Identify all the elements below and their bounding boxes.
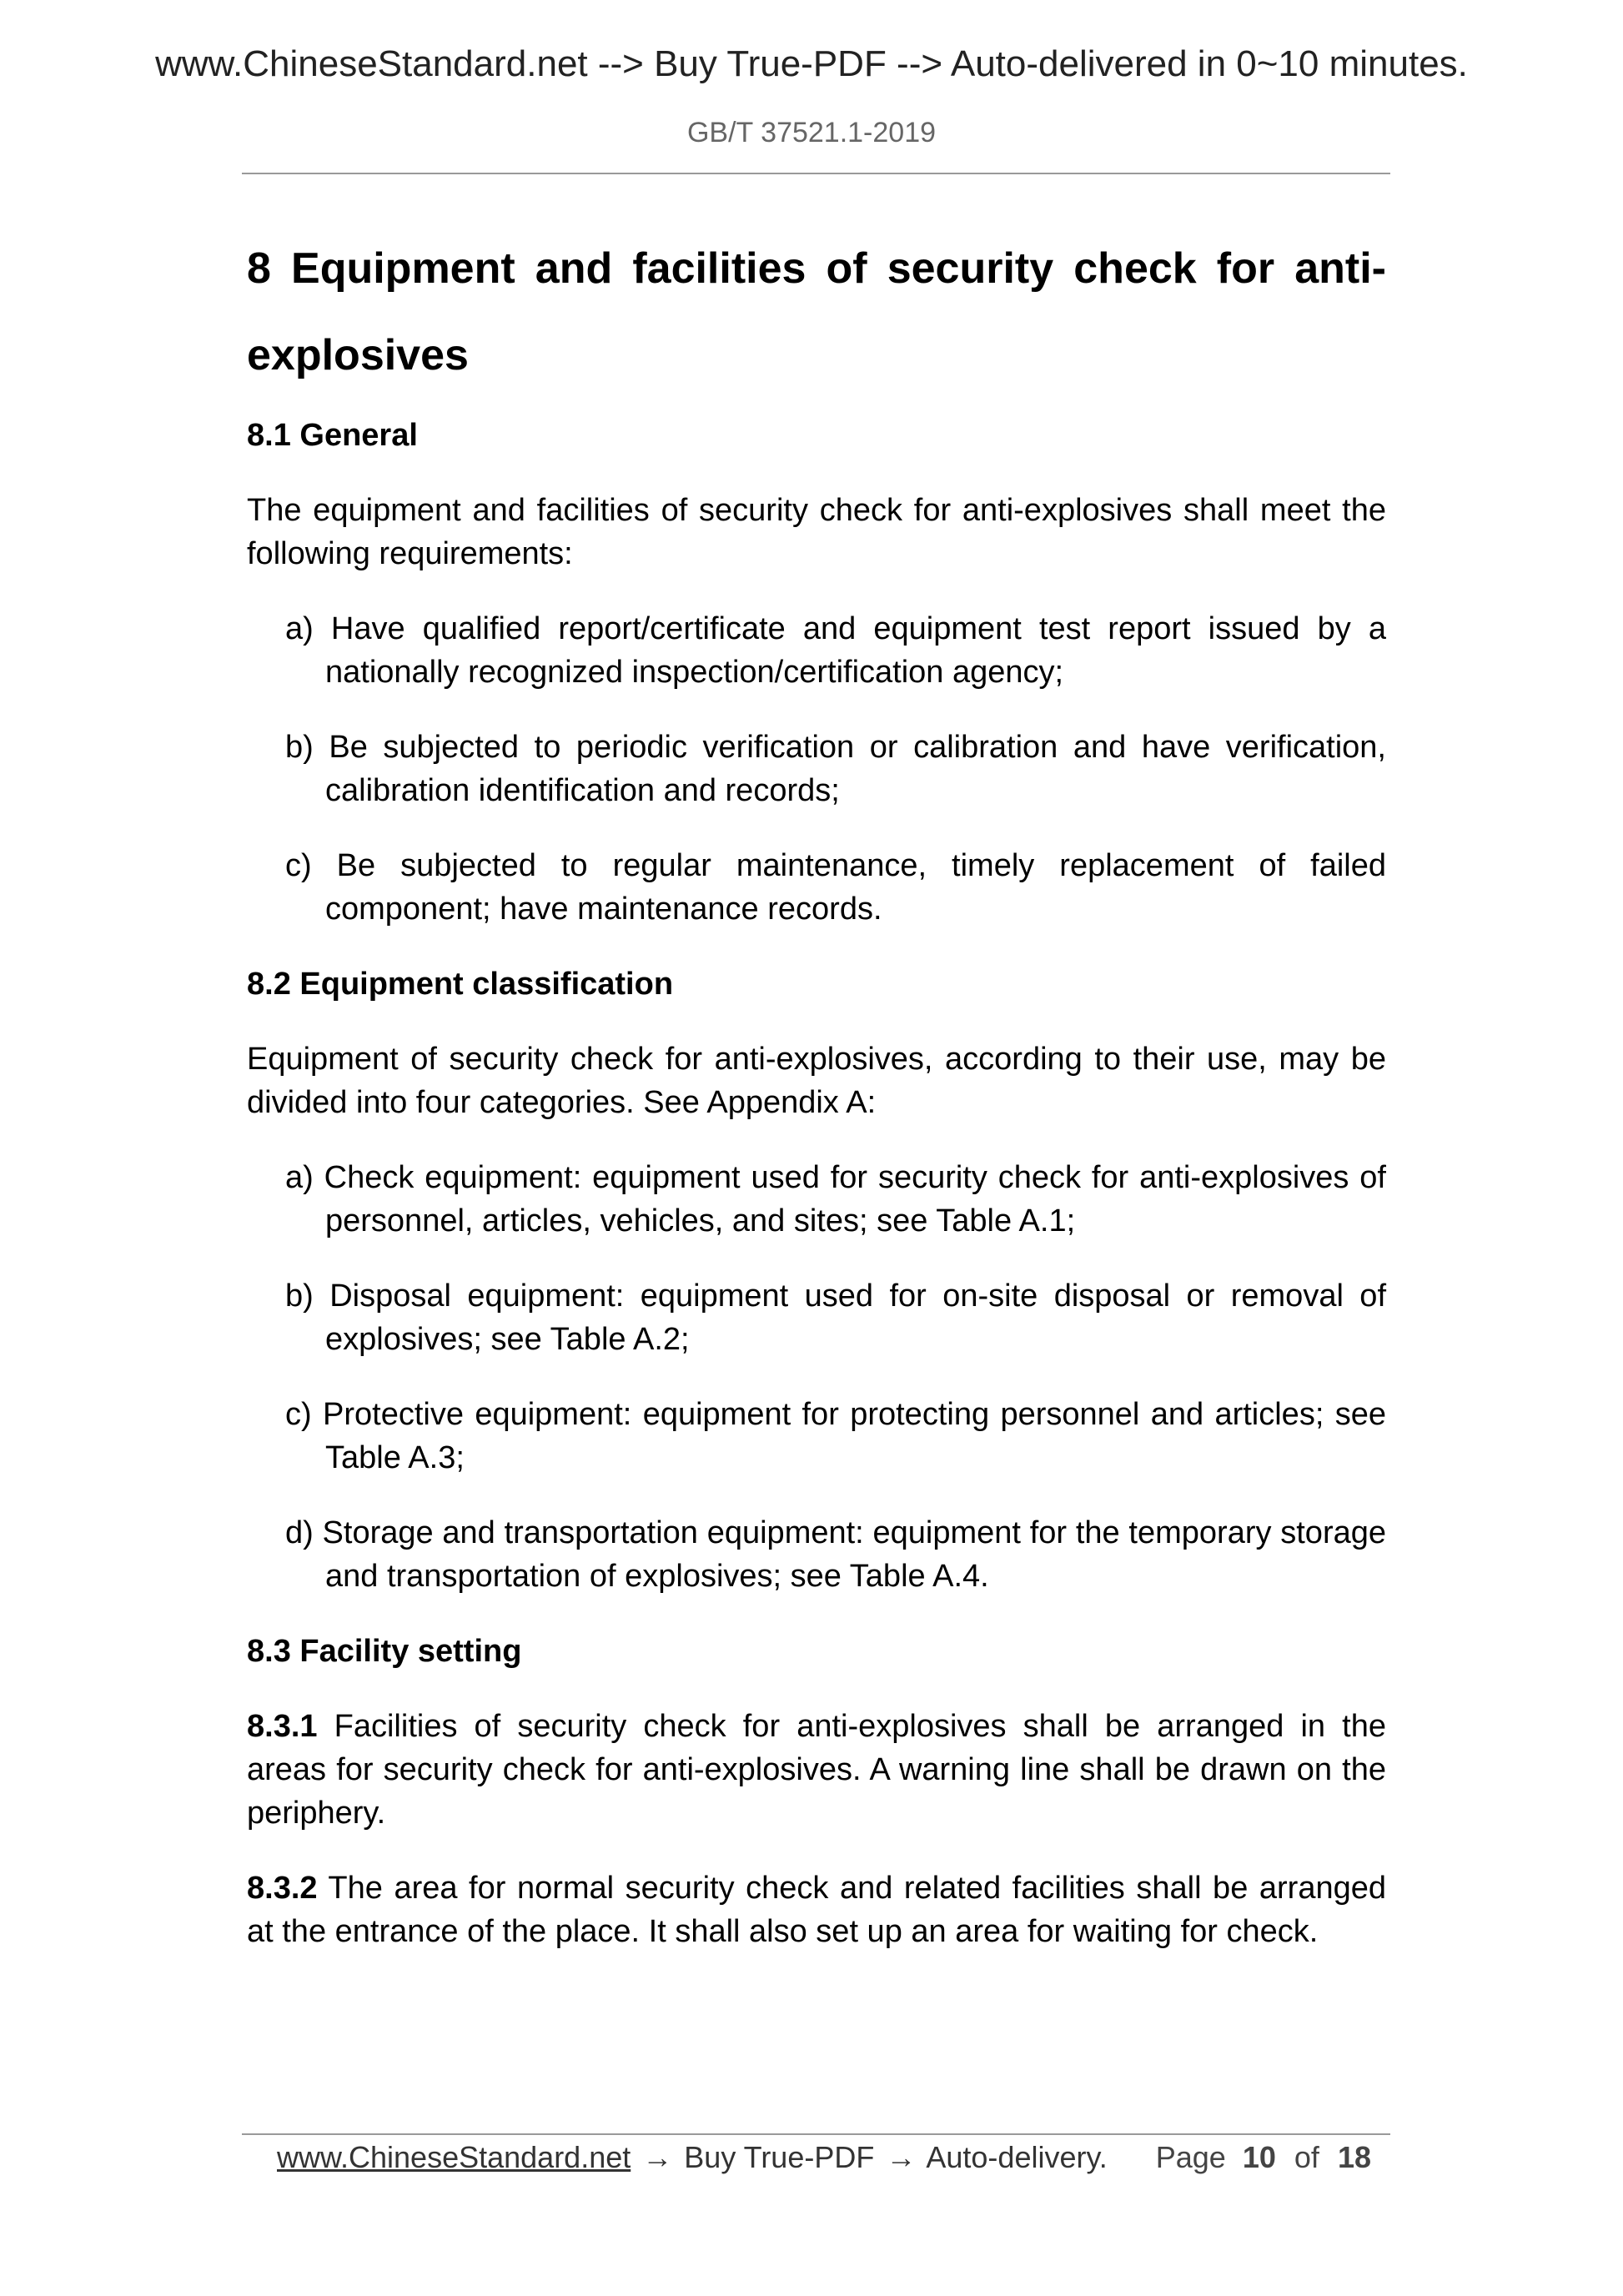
- right-arrow-icon: →: [886, 2140, 917, 2174]
- page-label: Page: [1155, 2140, 1226, 2174]
- clause-text: The area for normal security check and related facilities shall be arranged at the entrance of the place. It shall also set up an area for waiting for check.: [247, 1871, 1386, 1949]
- list-item: b) Disposal equipment: equipment used for on-site disposal or removal of explosives; see Table A.2;: [285, 1279, 1386, 1357]
- section-heading-8-1: 8.1 General: [247, 418, 418, 453]
- footer-buy-text: Buy True-PDF: [684, 2140, 875, 2174]
- section-heading-8-3: 8.3 Facility setting: [247, 1634, 522, 1669]
- list-item: a) Have qualified report/certificate and equipment test report issued by a nationally recognized inspection/certification agency;: [285, 611, 1386, 690]
- document-body: [247, 225, 1386, 1985]
- footer-delivery-text: Auto-delivery.: [926, 2140, 1108, 2174]
- clause-number: 8.3.1: [247, 1709, 318, 1744]
- list-item: c) Be subjected to regular maintenance, timely replacement of failed component; have maintenance records.: [285, 848, 1386, 927]
- standard-code: GB/T 37521.1-2019: [686, 117, 937, 148]
- of-label: of: [1294, 2140, 1319, 2174]
- footer-site-link[interactable]: www.ChineseStandard.net: [277, 2140, 631, 2174]
- list-item: b) Be subjected to periodic verification or calibration and have verification, calibration identification and records;: [285, 730, 1386, 808]
- section-heading-8-2: 8.2 Equipment classification: [247, 967, 674, 1002]
- list-item: c) Protective equipment: equipment for protecting personnel and articles; see Table A.3;: [285, 1397, 1386, 1475]
- top-banner: www.ChineseStandard.net --> Buy True-PDF --> Auto-delivered in 0~10 minutes.: [155, 43, 1468, 84]
- clause-8-3-1: [247, 1705, 1386, 1835]
- total-pages: 18: [1337, 2140, 1371, 2174]
- clause-8-3-2: [247, 1866, 1386, 1953]
- section-8-2-intro: Equipment of security check for anti-explosives, according to their use, may be divided into four categories. See Appendix A:: [247, 1042, 1386, 1120]
- section-8-1-intro: The equipment and facilities of security check for anti-explosives shall meet the following requirements:: [247, 493, 1386, 571]
- clause-text: Facilities of security check for anti-explosives shall be arranged in the areas for security check for anti-explosives. A warning line shall be drawn on the periphery.: [247, 1709, 1386, 1831]
- header-divider: [242, 173, 1390, 174]
- list-item: a) Check equipment: equipment used for security check for anti-explosives of personnel, articles, vehicles, and sites; see Table A.1;: [285, 1160, 1386, 1238]
- footer-divider: [242, 2133, 1390, 2135]
- chapter-title: 8 Equipment and facilities of security check for anti-explosives: [247, 244, 1386, 379]
- right-arrow-icon: →: [642, 2140, 673, 2174]
- clause-number: 8.3.2: [247, 1871, 318, 1906]
- list-item: d) Storage and transportation equipment: equipment for the temporary storage and transportation of explosives; see Table A.4.: [285, 1515, 1386, 1594]
- page-number: 10: [1242, 2140, 1276, 2174]
- page-indicator: [1156, 2140, 1379, 2175]
- footer-promo: [277, 2140, 1108, 2175]
